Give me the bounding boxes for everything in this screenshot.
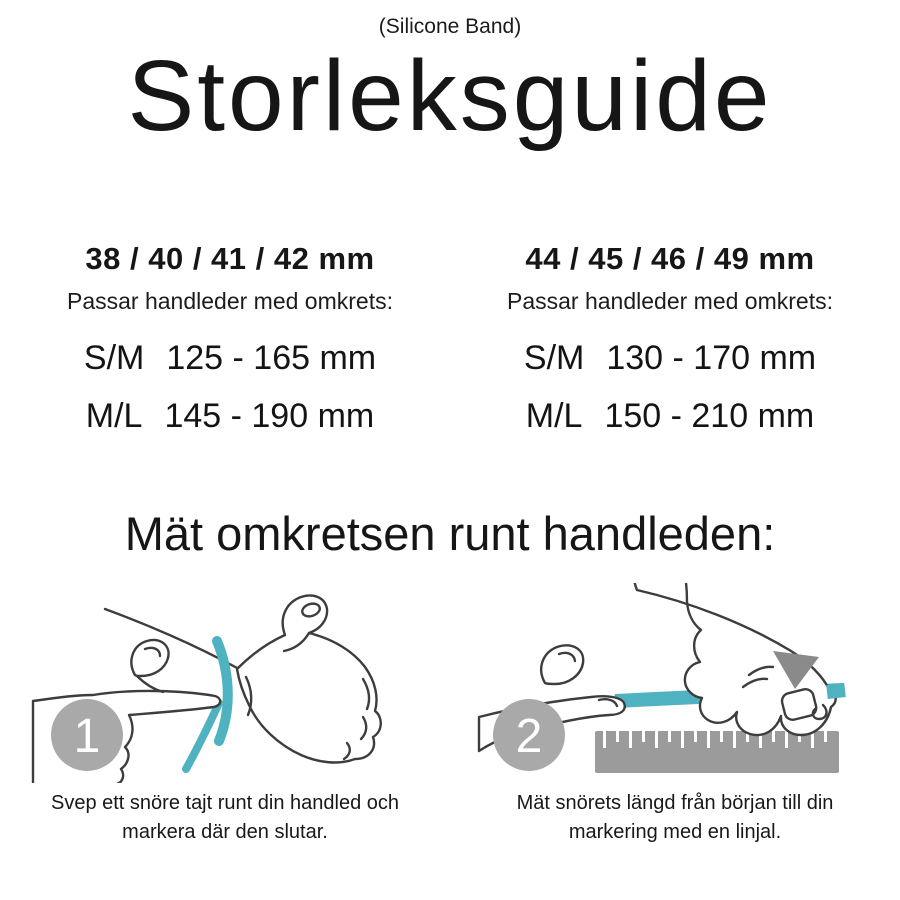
table-row	[526, 395, 814, 437]
band-size-label: M/L	[525, 397, 583, 435]
string-tip	[827, 690, 845, 692]
table-row	[84, 337, 376, 379]
size-table	[20, 240, 880, 437]
table-row	[524, 337, 816, 379]
fit-label: Passar handleder med omkrets:	[67, 288, 393, 314]
holding-thumb	[541, 645, 583, 684]
band-size-label: M/L	[85, 397, 143, 435]
fist-hand	[237, 596, 381, 763]
wrist-range-value: 145 - 190 mm	[164, 397, 375, 435]
band-size-label: S/M	[83, 339, 145, 377]
step-caption: Mät snörets längd från början till din markering med en linjal.	[516, 792, 834, 843]
wrist-range-value: 125 - 165 mm	[166, 339, 377, 377]
hand-web-line	[137, 676, 163, 692]
band-type-subtitle: (Silicone Band)	[378, 15, 522, 38]
case-sizes-heading: 44 / 45 / 46 / 49 mm	[525, 241, 815, 276]
case-sizes-heading: 38 / 40 / 41 / 42 mm	[85, 241, 375, 276]
step-number: 2	[515, 710, 543, 763]
step-1	[10, 583, 440, 847]
ruler-string-illustration	[475, 583, 875, 783]
measure-steps	[10, 583, 890, 847]
pointing-thumb	[131, 640, 168, 676]
size-column-small-cases	[20, 240, 440, 437]
measure-instructions-heading: Mät omkretsen runt handleden:	[124, 507, 776, 560]
size-column-large-cases	[460, 240, 880, 437]
fit-label: Passar handleder med omkrets:	[507, 288, 833, 314]
step-2	[460, 583, 890, 847]
table-row	[86, 395, 374, 437]
step-caption: Svep ett snöre tajt runt din handled och markera där den slutar.	[50, 792, 399, 843]
page-title: Storleksguide	[127, 40, 773, 152]
wrist-range-value: 150 - 210 mm	[604, 397, 815, 435]
band-size-label: S/M	[523, 339, 585, 377]
string-band	[217, 641, 228, 741]
wrist-string-illustration	[25, 583, 425, 783]
string-tail	[186, 703, 219, 769]
wrist-range-value: 130 - 170 mm	[606, 339, 817, 377]
step-number: 1	[73, 710, 101, 763]
